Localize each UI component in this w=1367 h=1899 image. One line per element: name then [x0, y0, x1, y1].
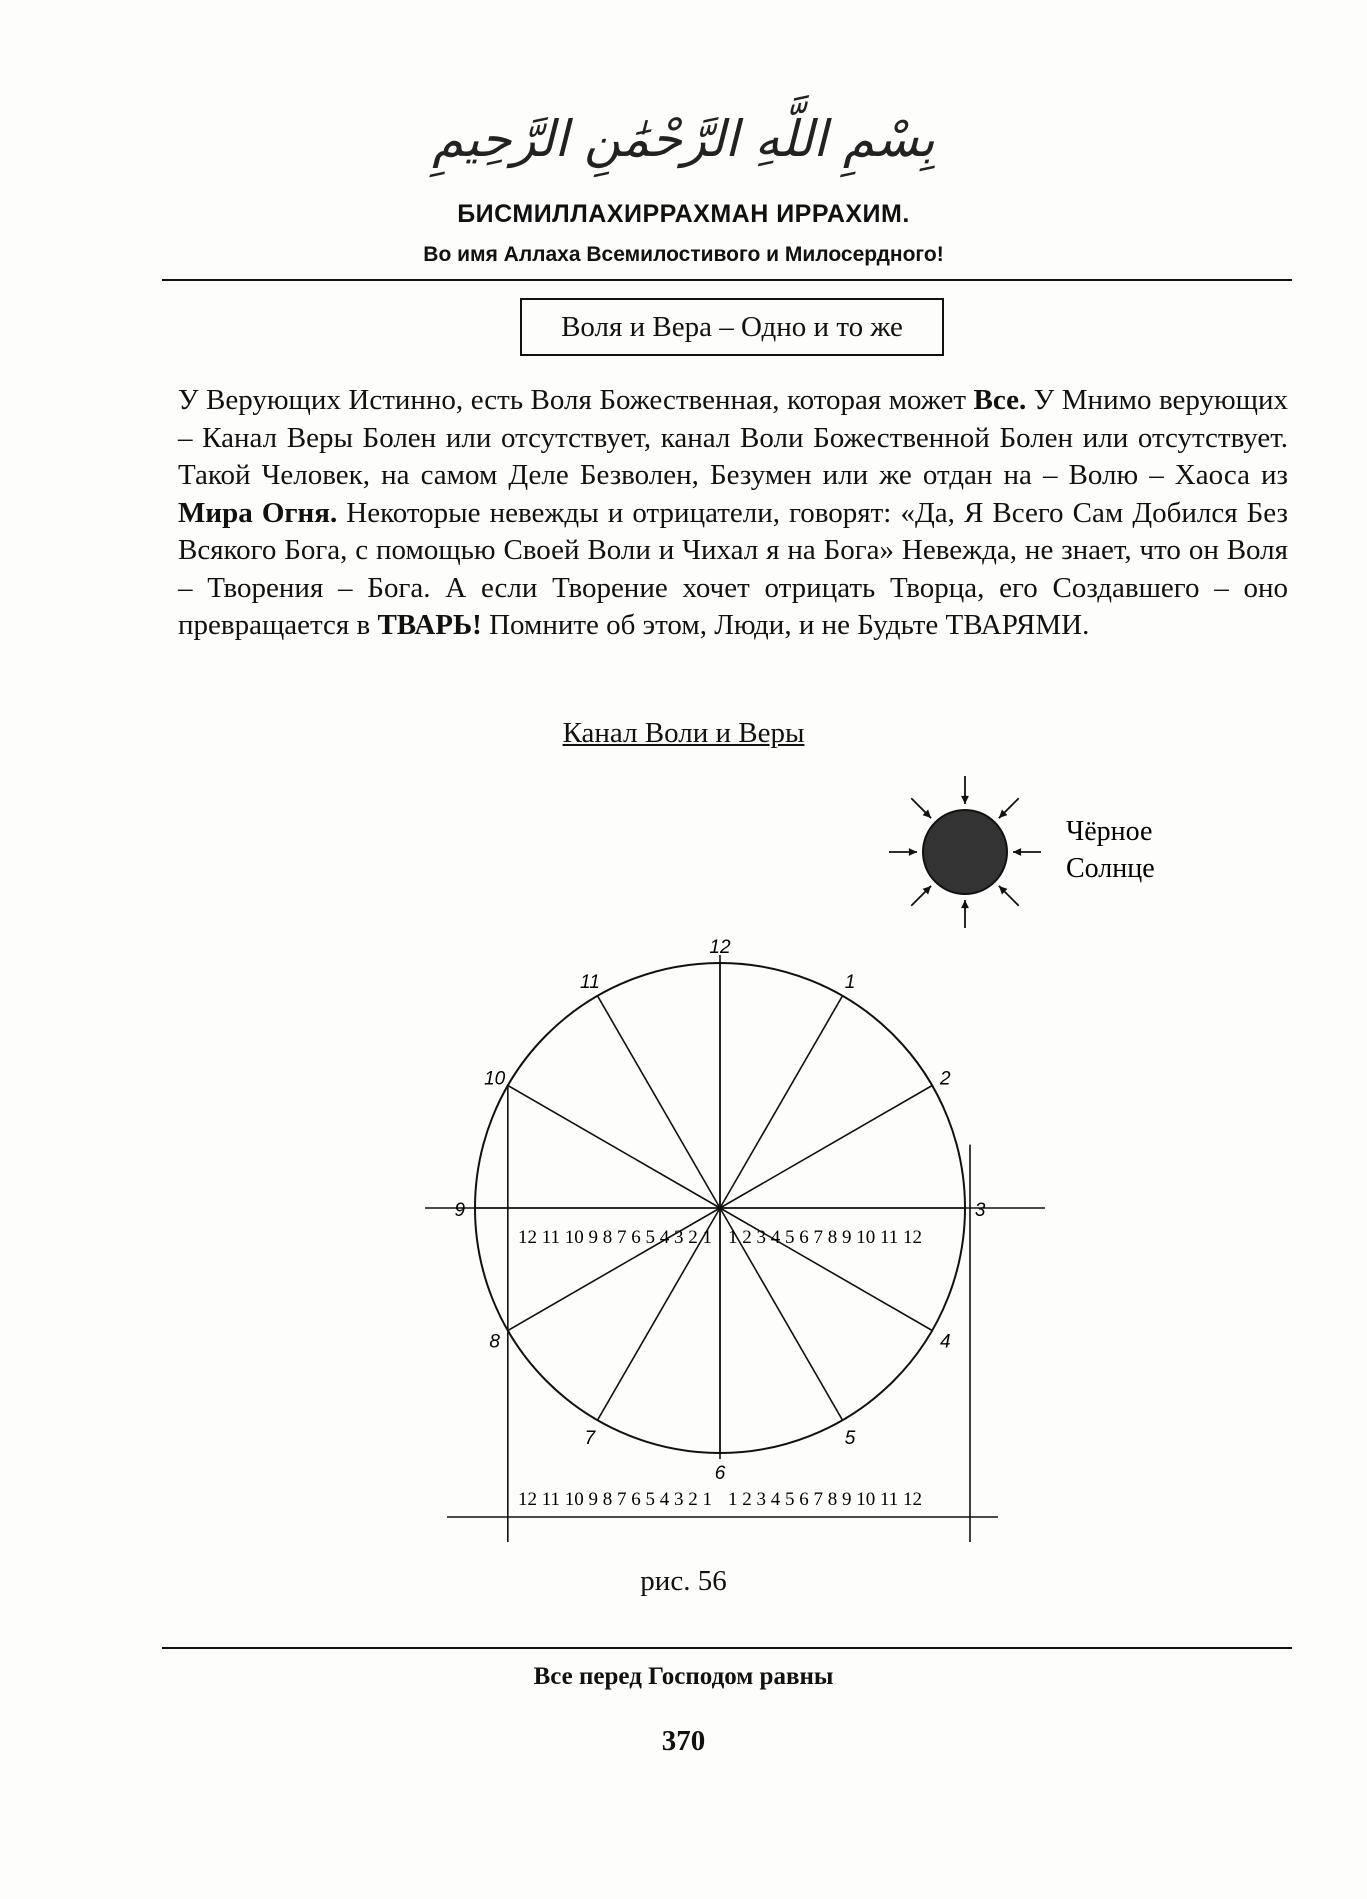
hour-spoke — [598, 996, 721, 1208]
hour-label: 9 — [454, 1200, 466, 1221]
sun-ray-arrowhead — [1013, 848, 1021, 856]
clock-circle-diagram — [425, 937, 1045, 1542]
hour-label: 3 — [974, 1200, 986, 1221]
footer-rule — [162, 1647, 1292, 1649]
hour-label: 6 — [714, 1463, 726, 1484]
footer-motto: Все перед Господом равны — [533, 1663, 834, 1690]
sun-ray-arrowhead — [961, 796, 969, 804]
hour-spoke — [508, 1086, 720, 1209]
hour-spoke — [720, 996, 843, 1208]
hour-label: 12 — [709, 937, 731, 958]
header-rule — [162, 279, 1292, 281]
sun-disc — [923, 810, 1007, 894]
paragraph-run: У Верующих Истинно, есть Воля Божественная, которая может — [178, 384, 974, 416]
hour-label: 11 — [580, 972, 600, 994]
figure-title: Канал Воли и Веры — [562, 717, 805, 749]
sun-label-line2: Солнце — [1066, 853, 1155, 884]
paragraph-run: Все. — [973, 384, 1027, 416]
paragraph-run: Мира Огня. — [178, 496, 338, 529]
header-subtitle: Во имя Аллаха Всемилостивого и Милосердного! — [423, 243, 944, 266]
bottom-scale-left: 12 11 10 9 8 7 6 5 4 3 2 1 — [517, 1489, 712, 1510]
hour-label: 2 — [940, 1068, 951, 1090]
middle-scale-left: 12 11 10 9 8 7 6 5 4 3 2 1 — [517, 1227, 712, 1248]
body-paragraph — [178, 382, 1288, 645]
figure-diagram — [0, 760, 1367, 1560]
hour-label: 4 — [940, 1331, 951, 1353]
sun-ray-arrowhead — [909, 848, 917, 856]
figure-caption: рис. 56 — [640, 1565, 727, 1597]
hour-label: 10 — [484, 1068, 506, 1090]
hour-label: 1 — [844, 972, 856, 994]
black-sun — [889, 776, 1041, 928]
hour-spoke — [720, 1086, 932, 1209]
page-number: 370 — [661, 1725, 706, 1757]
header-title: БИСМИЛЛАХИРРАХМАН ИРРАХИМ. — [457, 200, 910, 228]
hour-label: 8 — [489, 1331, 500, 1353]
paragraph-run: Помните об этом, Люди, и не Будьте ТВАРЯМИ. — [481, 609, 1090, 641]
arabic-calligraphy: بِسْمِ اللَّهِ الرَّحْمَٰنِ الرَّحِيمِ — [432, 110, 935, 168]
bottom-scale-right: 1 2 3 4 5 6 7 8 9 10 11 12 — [728, 1489, 923, 1510]
paragraph-run: ТВАРЬ! — [377, 609, 482, 641]
paragraph-run: У Мнимо верующих – Канал Веры Болен или отсутствует, канал Воли Божественной Болен или отсутствует. Такой Человек, на самом Деле Безволен, Безумен или же отдан на – Волю – Хаоса из — [178, 384, 1288, 491]
hour-label: 7 — [584, 1427, 596, 1449]
middle-scale-right: 1 2 3 4 5 6 7 8 9 10 11 12 — [728, 1227, 923, 1248]
sun-label-line1: Чёрное — [1066, 816, 1153, 847]
paragraph-run: Некоторые невежды и отрицатели, говорят: «Да, Я Всего Сам Добился Без Всякого Бога, с помощью Своей Воли и Чихал я на Бога» Невежда, не знает, что он Воля – Творения – Бога. А если Творение хочет отрицать Творца, его Создавшего – оно превращается в — [178, 496, 1288, 641]
hour-label: 5 — [844, 1427, 856, 1449]
sun-ray-arrowhead — [961, 900, 969, 908]
section-title-box: Воля и Вера – Одно и то же — [520, 298, 944, 356]
